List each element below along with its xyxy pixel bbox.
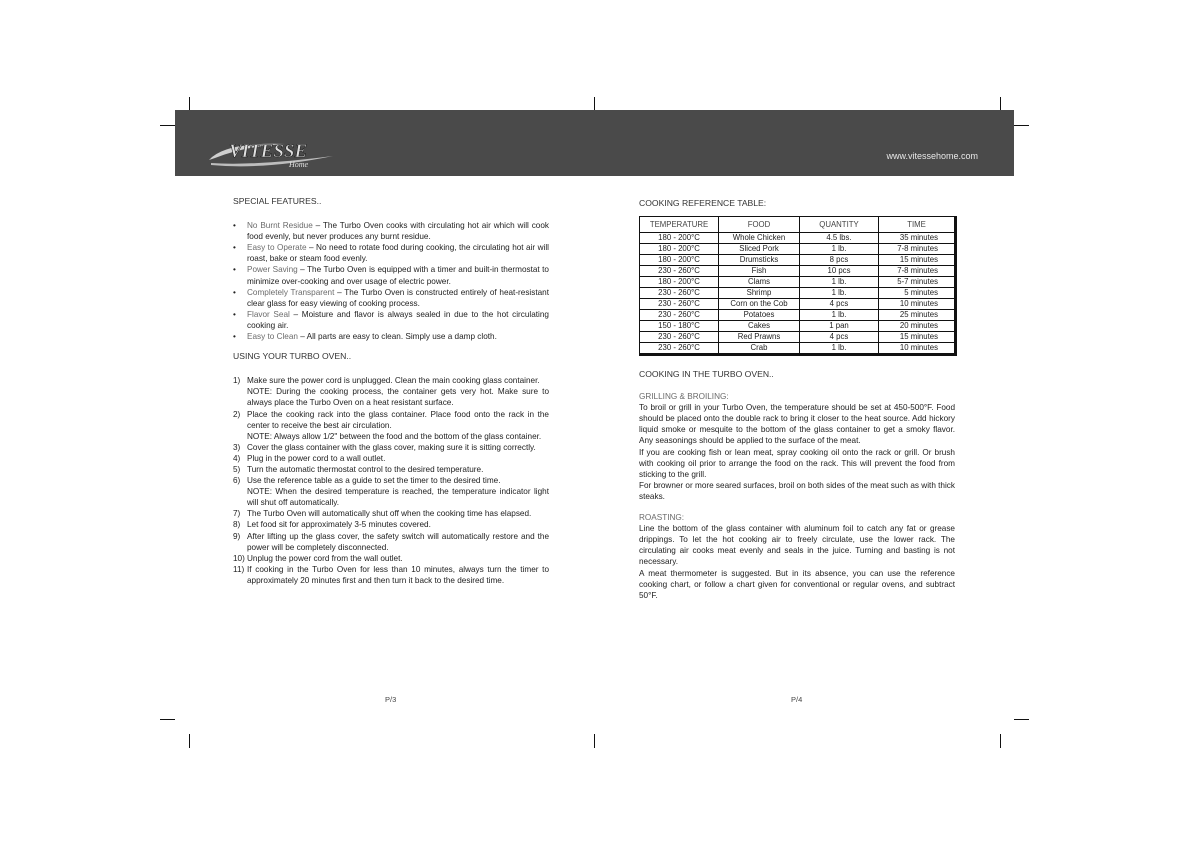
list-item: 5) Turn the automatic thermostat control to the desired temperature. <box>233 464 484 474</box>
reference-table <box>639 216 957 356</box>
table-row: 180 - 200°C Clams 1 lb. 5-7 minutes <box>640 277 955 288</box>
using-heading: USING YOUR TURBO OVEN.. <box>233 351 352 362</box>
logo-swoosh-icon <box>205 130 335 170</box>
crop-mark <box>160 719 175 720</box>
list-item: 3) Cover the glass container with the glass cover, making sure it is sitting correctly. <box>233 442 536 452</box>
grilling-paragraph: To broil or grill in your Turbo Oven, the temperature should be set at 450-500°F. Food should be placed onto the double rack to bring it closer to the heat source. Add hickory liquid smoke or mesquite to the bottom of the glass container to get a smoky flavor. Any seasonings should be applied to the surface of the meat. <box>639 403 955 446</box>
table-row: 150 - 180°C Cakes 1 pan 20 minutes <box>640 321 955 332</box>
list-item: • Easy to Clean – All parts are easy to clean. Simply use a damp cloth. <box>233 331 549 342</box>
list-item: • Power Saving – The Turbo Oven is equipped with a timer and built-in thermostat to minimize over-cooking and over usage of electric power. <box>233 264 549 286</box>
table-row: 230 - 260°C Red Prawns 4 pcs 15 minutes <box>640 332 955 343</box>
table-row: 180 - 200°C Drumsticks 8 pcs 15 minutes <box>640 255 955 266</box>
page-number-right: P/4 <box>791 695 803 704</box>
crop-mark <box>594 97 595 111</box>
features-list <box>233 220 549 342</box>
brand-sub: Home <box>289 160 309 169</box>
reference-table-heading: COOKING REFERENCE TABLE: <box>639 198 767 208</box>
list-item: 9) After lifting up the glass cover, the safety switch will automatically restore and the power will be completely disconnected. <box>233 531 549 552</box>
table-row: 180 - 200°C Whole Chicken 4.5 lbs. 35 minutes <box>640 233 955 244</box>
roasting-paragraph: Line the bottom of the glass container with aluminum foil to catch any fat or grease drippings. To let the hot cooking air to freely circulate, use the lower rack. The circulating air cooks meat evenly and seals in the juice. Turning and basting is not necessary. <box>639 524 955 567</box>
column-header: TIME <box>879 217 955 233</box>
roasting-paragraph: A meat thermometer is suggested. But in its absence, you can use the reference cooking chart, or follow a chart given for conventional or regular ovens, and subtract 50°F. <box>639 568 955 600</box>
crop-mark <box>594 734 595 748</box>
list-item: 2) Place the cooking rack into the glass container. Place food onto the rack in the center to receive the best air circulation. NOTE: Always allow 1/2" between the food and the bottom of the glass container. <box>233 409 549 441</box>
grilling-heading: GRILLING & BROILING: <box>639 392 729 402</box>
list-item: 11) If cooking in the Turbo Oven for less than 10 minutes, always turn the timer to approximately 20 minutes first and then turn it back to the desired time. <box>233 564 549 585</box>
column-header: FOOD <box>719 217 800 233</box>
list-item: 1) Make sure the power cord is unplugged. Clean the main cooking glass container. NOTE: During the cooking process, the container gets very hot. Make sure to always place the Turbo Oven on a heat resistant surface. <box>233 376 549 408</box>
crop-mark <box>160 125 175 126</box>
brand-name: VITESSE <box>229 141 308 162</box>
column-header: QUANTITY <box>800 217 879 233</box>
list-item: • Easy to Operate – No need to rotate food during cooking, the circulating hot air will roast, bake or steam food evenly. <box>233 242 549 264</box>
steps-list <box>233 375 549 586</box>
list-item: • Flavor Seal – Moisture and flavor is always sealed in due to the hot circulating cooking air. <box>233 309 549 331</box>
header-band <box>175 110 1014 176</box>
crop-mark <box>1014 125 1029 126</box>
list-item: 10) Unplug the power cord from the wall outlet. <box>233 553 403 563</box>
crop-mark <box>1000 97 1001 111</box>
table-row: 230 - 260°C Crab 1 lb. 10 minutes <box>640 343 955 354</box>
table-row: 230 - 260°C Potatoes 1 lb. 25 minutes <box>640 310 955 321</box>
table-row: 230 - 260°C Corn on the Cob 4 pcs 10 minutes <box>640 299 955 310</box>
table-row: 180 - 200°C Sliced Pork 1 lb. 7-8 minutes <box>640 244 955 255</box>
list-item: 8) Let food sit for approximately 3-5 minutes covered. <box>233 520 431 530</box>
grilling-paragraph: If you are cooking fish or lean meat, spray cooking oil onto the rack or grill. Or brush with cooking oil prior to arrange the food on the rack. This will prevent the food from sticking to the grill. <box>639 447 955 479</box>
roasting-heading: ROASTING: <box>639 513 685 523</box>
list-item: 6) Use the reference table as a guide to set the timer to the desired time. NOTE: When the desired temperature is reached, the temperature indicator light will shut off automatically. <box>233 476 549 508</box>
table-header-row <box>640 217 955 233</box>
table-row: 230 - 260°C Shrimp 1 lb. 5 minutes <box>640 288 955 299</box>
list-item: 7) The Turbo Oven will automatically shut off when the cooking time has elapsed. <box>233 509 532 519</box>
list-item: 4) Plug in the power cord to a wall outlet. <box>233 453 386 463</box>
table-row: 230 - 260°C Fish 10 pcs 7-8 minutes <box>640 266 955 277</box>
website-url: www.vitessehome.com <box>886 151 978 161</box>
column-header: TEMPERATURE <box>640 217 719 233</box>
list-item: • No Burnt Residue – The Turbo Oven cooks with circulating hot air which will cook food evenly, but never produces any burnt residue. <box>233 220 549 242</box>
crop-mark <box>189 734 190 748</box>
list-item: • Completely Transparent – The Turbo Oven is constructed entirely of heat-resistant clear glass for easy viewing of cooking process. <box>233 287 549 309</box>
page-number-left: P/3 <box>385 695 397 704</box>
crop-mark <box>1000 734 1001 748</box>
crop-mark <box>189 97 190 111</box>
special-features-heading: SPECIAL FEATURES.. <box>233 196 322 206</box>
grilling-paragraph: For browner or more seared surfaces, broil on both sides of the meat such as with thick steaks. <box>639 480 955 501</box>
cooking-heading: COOKING IN THE TURBO OVEN.. <box>639 369 774 379</box>
crop-mark <box>1014 719 1029 720</box>
brand-logo <box>205 130 335 170</box>
